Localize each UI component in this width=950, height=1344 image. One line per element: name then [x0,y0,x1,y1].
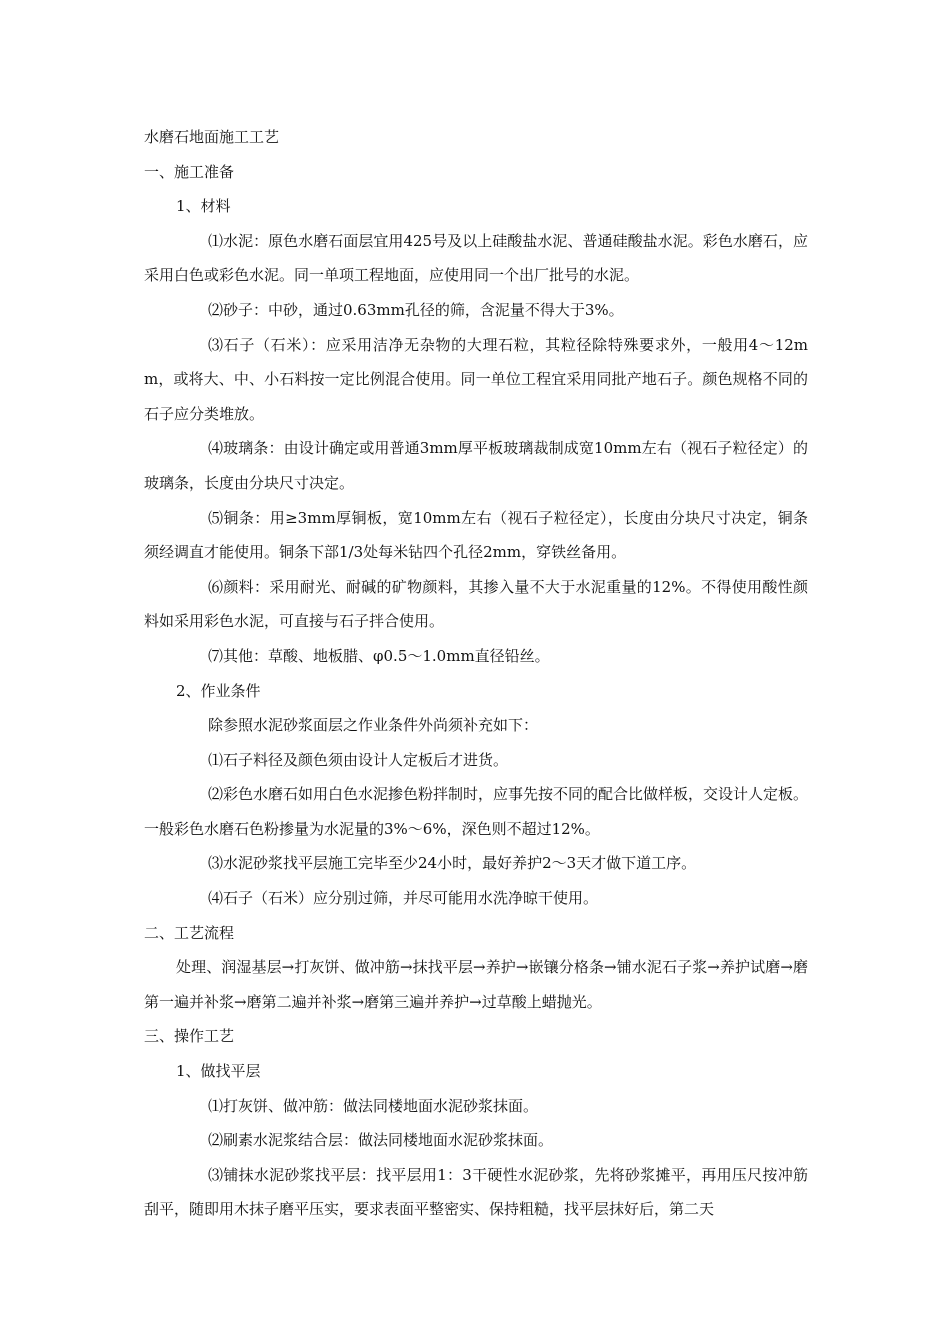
leveling-item-bonding-layer: ⑵刷素水泥浆结合层：做法同楼地面水泥砂浆抹面。 [208,1131,554,1150]
document-title: 水磨石地面施工工艺 [144,128,280,146]
material-item-glass-strip: ⑷玻璃条：由设计确定或用普通3mm厚平板玻璃裁制成宽10mm左右（视石子粒径定）的玻璃条，长度由分块尺寸决定。 [144,439,808,492]
conditions-intro: 除参照水泥砂浆面层之作业条件外尚须补充如下： [208,716,539,735]
document-body [144,120,808,1227]
material-item-sand: ⑵砂子：中砂，通过0.63mm孔径的筛，含泥量不得大于3%。 [208,300,624,319]
subsection-heading-leveling: 1、做找平层 [176,1062,261,1081]
material-item-other: ⑺其他：草酸、地板腊、φ0.5～1.0mm直径铅丝。 [208,646,550,665]
material-item-pigment: ⑹颜料：采用耐光、耐碱的矿物颜料，其掺入量不大于水泥重量的12%。不得使用酸性颜料如采用彩色水泥，可直接与石子拌合使用。 [144,577,808,631]
section-heading-preparation: 一、施工准备 [144,162,235,181]
condition-item-stone-selection: ⑴石子料径及颜色须由设计人定板后才进货。 [208,750,509,769]
condition-item-curing: ⑶水泥砂浆找平层施工完毕至少24小时，最好养护2～3天才做下道工序。 [208,854,697,873]
leveling-item-cakes-ribs: ⑴打灰饼、做冲筋：做法同楼地面水泥砂浆抹面。 [208,1096,539,1115]
material-item-stone: ⑶石子（石米）：应采用洁净无杂物的大理石粒，其粒径除特殊要求外，一般用4～12mm，或将大、中、小石料按一定比例混合使用。同一单位工程宜采用同批产地石子。颜色规格不同的石子应分类堆放。 [144,335,808,423]
subsection-heading-materials: 1、材料 [176,197,231,216]
condition-item-sieving: ⑷石子（石米）应分别过筛，并尽可能用水洗净晾干使用。 [208,889,599,908]
leveling-item-mortar-layer: ⑶铺抹水泥砂浆找平层：找平层用1：3干硬性水泥砂浆，先将砂浆摊平，再用压尺按冲筋刮平，随即用木抹子磨平压实，要求表面平整密实、保持粗糙，找平层抹好后，第二天 [144,1165,808,1219]
subsection-heading-conditions: 2、作业条件 [176,681,261,700]
section-heading-process-flow: 二、工艺流程 [144,923,235,942]
section-heading-operation: 三、操作工艺 [144,1027,235,1046]
material-item-cement: ⑴水泥：原色水磨石面层宜用425号及以上硅酸盐水泥、普通硅酸盐水泥。彩色水磨石，应采用白色或彩色水泥。同一单项工程地面，应使用同一个出厂批号的水泥。 [144,231,808,285]
process-flow-body: 处理、润湿基层→打灰饼、做冲筋→抹找平层→养护→嵌镶分格条→铺水泥石子浆→养护试磨→磨第一遍并补浆→磨第二遍并补浆→磨第三遍并养护→过草酸上蜡抛光。 [144,958,808,1011]
material-item-copper-strip: ⑸铜条：用≥3mm厚铜板，宽10mm左右（视石子粒径定），长度由分块尺寸决定，铜条须经调直才能使用。铜条下部1/3处每米钻四个孔径2mm，穿铁丝备用。 [144,508,808,562]
condition-item-color-sample: ⑵彩色水磨石如用白色水泥掺色粉拌制时，应事先按不同的配合比做样板，交设计人定板。一般彩色水磨石色粉掺量为水泥量的3%～6%，深色则不超过12%。 [144,785,809,838]
